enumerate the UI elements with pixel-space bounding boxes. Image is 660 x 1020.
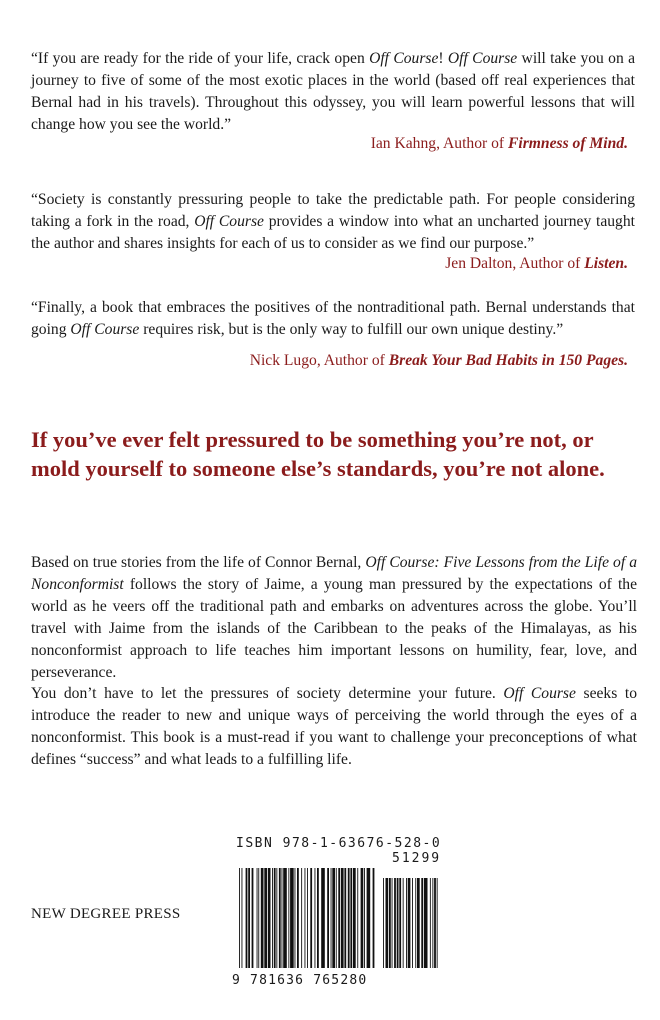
barcode-bar — [239, 868, 240, 968]
quote-1-attribution: Ian Kahng, Author of Firmness of Mind. — [370, 135, 628, 152]
barcode-bar — [417, 878, 420, 968]
headline: If you’ve ever felt pressured to be something you’re not, or mold yourself to someone else’s standards, you’re not alone. — [31, 427, 605, 481]
barcode-bar — [373, 868, 375, 968]
barcode-bar — [415, 878, 416, 968]
barcode-bar — [248, 868, 250, 968]
barcode-bar — [408, 878, 411, 968]
ean-barcode — [238, 868, 378, 968]
addon-barcode — [382, 878, 442, 968]
barcode-bar — [331, 868, 332, 968]
barcode-bar — [272, 868, 273, 968]
barcode-bar — [364, 868, 365, 968]
barcode-bar — [412, 878, 413, 968]
ean-number: 9 781636 765280 — [232, 973, 368, 988]
barcode-bar — [399, 878, 401, 968]
barcode-bar — [430, 878, 431, 968]
barcode-bar — [301, 868, 302, 968]
barcode-bar — [257, 868, 258, 968]
body-paragraph-2: You don’t have to let the pressures of society determine your future. Off Course seeks to introduce the reader to new and unique ways of perceiving the world through the eyes of a nonconformist. This book is a must-read if you want to challenge your preconceptions of what defines “success” and what leads to a fulfilling life. — [31, 685, 637, 768]
barcode-bar — [421, 878, 423, 968]
barcode-bar — [283, 868, 287, 968]
barcode-bar — [274, 868, 276, 968]
barcode-bar — [336, 868, 337, 968]
barcode-bar — [317, 868, 319, 968]
barcode-bar — [246, 868, 248, 968]
barcode-bar — [327, 868, 329, 968]
barcode-bar — [332, 868, 335, 968]
barcode-bar — [361, 868, 364, 968]
barcode-bar — [392, 878, 393, 968]
barcode-bar — [276, 868, 277, 968]
barcode-bar — [315, 868, 316, 968]
barcode-bar — [279, 868, 281, 968]
barcode-bar — [258, 868, 259, 968]
barcode-bar — [367, 868, 371, 968]
barcode-bar — [432, 878, 433, 968]
barcode-bar — [268, 868, 271, 968]
quote-1: “If you are ready for the ride of your life, crack open Off Course! Off Course will take you on a journey to five of some of the most exotic places in the world (based off real experiences that Bernal had in his travels). Throughout this odyssey, you will learn powerful lessons that will change how you see the world.” — [31, 50, 635, 133]
barcode-bar — [242, 868, 243, 968]
barcode-bar — [338, 868, 340, 968]
barcode-bar — [282, 868, 283, 968]
barcode-bar — [321, 868, 325, 968]
barcode-bar — [290, 868, 294, 968]
barcode-bar — [288, 868, 289, 968]
barcode-bar — [252, 868, 254, 968]
barcode-bar — [383, 878, 384, 968]
barcode-bar — [264, 868, 267, 968]
barcode-bar — [297, 868, 299, 968]
isbn-label: ISBN 978-1-63676-528-0 — [236, 836, 442, 851]
barcode-bar — [357, 868, 358, 968]
quote-3: “Finally, a book that embraces the positives of the nontraditional path. Bernal understands that going Off Course requires risk, but is the only way to fulfill our own unique destiny.” — [31, 299, 635, 338]
barcode-bar — [261, 868, 264, 968]
barcode-bar — [344, 868, 346, 968]
barcode-bar — [394, 878, 396, 968]
barcode-bar — [403, 878, 404, 968]
quote-2-attribution: Jen Dalton, Author of Listen. — [445, 255, 628, 272]
publisher-name: NEW DEGREE PRESS — [31, 906, 181, 922]
barcode-bar — [305, 868, 306, 968]
barcode-bar — [310, 868, 312, 968]
barcode-addon-number: 51299 — [392, 851, 442, 866]
barcode-bar — [386, 878, 389, 968]
quote-3-attribution: Nick Lugo, Author of Break Your Bad Habits in 150 Pages. — [249, 352, 628, 369]
barcode-bar — [350, 868, 352, 968]
barcode-bar — [295, 868, 296, 968]
barcode-bar — [389, 878, 391, 968]
barcode-bar — [397, 878, 399, 968]
barcode-bar — [307, 868, 308, 968]
barcode-bar — [348, 868, 350, 968]
barcode-bar — [353, 868, 356, 968]
body-paragraph-1: Based on true stories from the life of Connor Bernal, Off Course: Five Lessons from the Life of a Nonconformist follows the story of Jaime, a young man pressured by the expectations of the world as he veers off the traditional path and embarks on adventures across the globe. You’ll travel with Jaime from the islands of the Caribbean to the peaks of the Himalayas, as his nonconformist approach to life teaches him important lessons on humility, fear, love, and perseverance. — [31, 554, 637, 681]
barcode-bar — [437, 878, 438, 968]
barcode-bar — [434, 878, 436, 968]
barcode-bar — [406, 878, 407, 968]
barcode-bar — [424, 878, 428, 968]
barcode-bar — [341, 868, 344, 968]
quote-2: “Society is constantly pressuring people to take the predictable path. For people considering taking a fork in the road, Off Course provides a window into what an uncharted journey taught the author and shares insights for each of us to consider as we find our purpose.” — [31, 191, 635, 252]
